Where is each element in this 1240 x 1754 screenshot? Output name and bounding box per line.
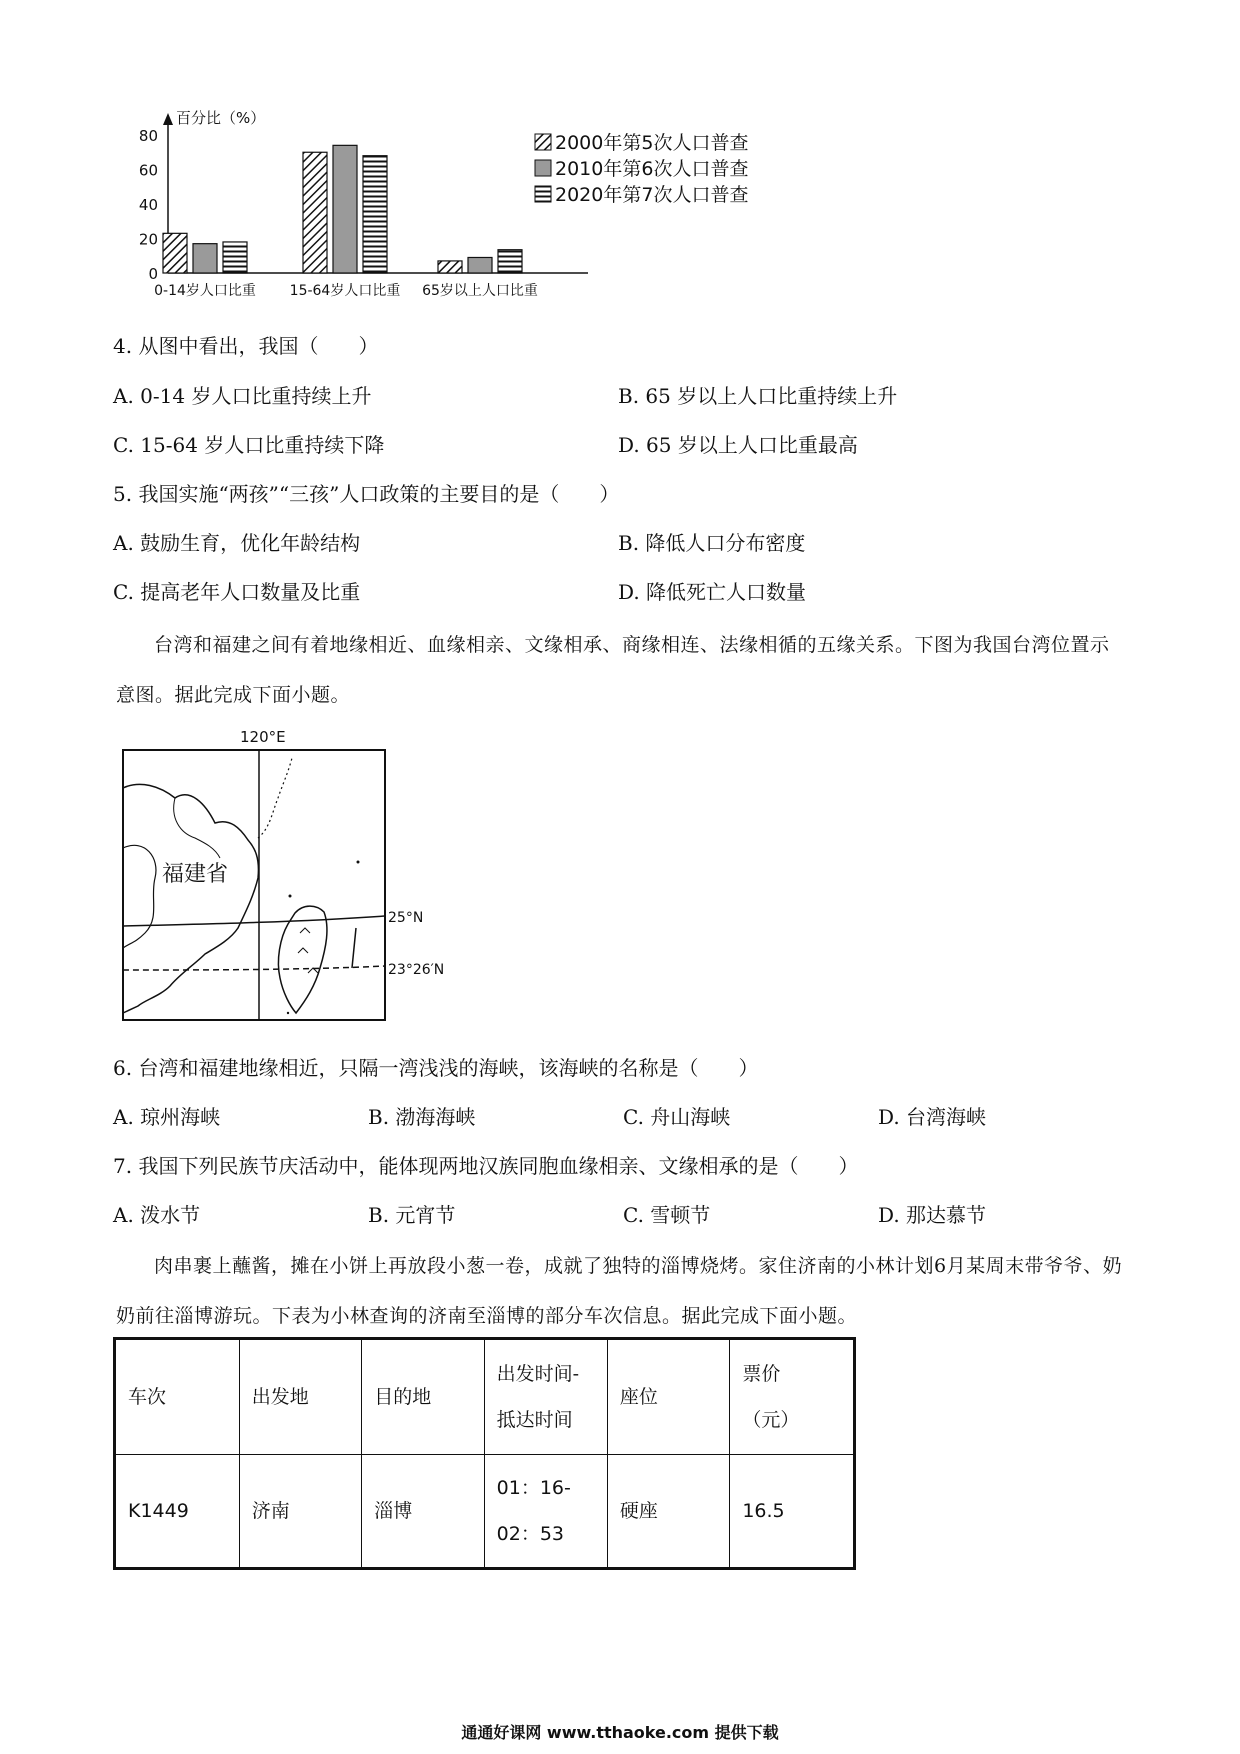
cell-departure: 济南 <box>239 1455 361 1569</box>
legend-label: 2010年第6次人口普查 <box>555 158 749 180</box>
cell-seat: 硬座 <box>607 1455 729 1569</box>
legend-label: 2000年第5次人口普查 <box>555 132 749 154</box>
question-6-stem: 6. 台湾和福建地缘相近，只隔一湾浅浅的海峡，该海峡的名称是（ ） <box>113 1056 759 1080</box>
question-5-option-a[interactable]: A. 鼓励生育，优化年龄结构 <box>113 531 361 555</box>
question-7-option-b[interactable]: B. 元宵节 <box>368 1203 456 1227</box>
bar-3-3 <box>498 250 522 273</box>
footer-source: 通通好课网 www.tthaoke.com 提供下载 <box>461 1723 779 1742</box>
question-6-option-c[interactable]: C. 舟山海峡 <box>623 1105 731 1129</box>
cell-time <box>484 1455 607 1569</box>
population-bar-chart <box>130 105 870 305</box>
question-4-option-c[interactable]: C. 15-64 岁人口比重持续下降 <box>113 433 385 457</box>
cell-time-depart: 01：16- <box>496 1477 571 1499</box>
x-category-label: 0-14岁人口比重 <box>154 283 256 299</box>
question-7-stem: 7. 我国下列民族节庆活动中，能体现两地汉族同胞血缘相亲、文缘相承的是（ ） <box>113 1154 859 1178</box>
header-time-line1: 出发时间- <box>496 1363 580 1385</box>
y-tick-label: 60 <box>138 161 158 180</box>
header-destination: 目的地 <box>362 1339 484 1455</box>
bar-3-2 <box>468 257 492 273</box>
bar-1-3 <box>223 242 247 273</box>
header-time-line2: 抵达时间 <box>496 1409 573 1431</box>
longitude-label: 120°E <box>240 728 286 746</box>
legend-label: 2020年第7次人口普查 <box>555 184 749 206</box>
question-7-option-c[interactable]: C. 雪顿节 <box>623 1203 711 1227</box>
taiwan-location-map <box>120 728 460 1028</box>
latitude-25-label: 25°N <box>388 910 424 926</box>
question-7-option-d[interactable]: D. 那达慕节 <box>878 1203 987 1227</box>
y-axis-label: 百分比（%） <box>176 109 266 127</box>
y-axis-arrow <box>163 113 173 125</box>
question-4-option-d[interactable]: D. 65 岁以上人口比重最高 <box>618 433 858 457</box>
question-4-option-a[interactable]: A. 0-14 岁人口比重持续上升 <box>113 384 372 408</box>
header-seat: 座位 <box>607 1339 729 1455</box>
bar-1-1 <box>163 233 187 273</box>
train-schedule-table <box>113 1337 856 1570</box>
header-price <box>730 1339 855 1455</box>
x-category-label: 15-64岁人口比重 <box>289 283 401 299</box>
bar-2-2 <box>333 145 357 273</box>
header-price-line2: （元） <box>742 1409 800 1431</box>
question-5-option-d[interactable]: D. 降低死亡人口数量 <box>618 580 807 604</box>
cell-train-no: K1449 <box>115 1455 240 1569</box>
question-6-option-b[interactable]: B. 渤海海峡 <box>368 1105 476 1129</box>
bar-2-1 <box>303 152 327 273</box>
question-4-stem: 4. 从图中看出，我国（ ） <box>113 334 379 358</box>
question-6-option-a[interactable]: A. 琼州海峡 <box>113 1105 221 1129</box>
y-tick-label: 20 <box>138 230 158 249</box>
header-train-no: 车次 <box>115 1339 240 1455</box>
y-tick-label: 40 <box>138 196 158 214</box>
x-category-label: 65岁以上人口比重 <box>422 283 538 299</box>
bar-1-2 <box>193 244 217 273</box>
y-tick-label: 80 <box>138 127 158 145</box>
cell-destination: 淄博 <box>362 1455 484 1569</box>
question-5-option-b[interactable]: B. 降低人口分布密度 <box>618 531 806 555</box>
table-header-row <box>115 1339 855 1455</box>
question-4-option-b[interactable]: B. 65 岁以上人口比重持续上升 <box>618 384 898 408</box>
header-departure: 出发地 <box>239 1339 361 1455</box>
header-time <box>484 1339 607 1455</box>
zibo-intro-paragraph: 肉串裹上蘸酱，摊在小饼上再放段小葱一卷，成就了独特的淄博烧烤。家住济南的小林计划6月某周末带爷爷、奶奶前往淄博游玩。下表为小林查询的济南至淄博的部分车次信息。据此完成下面小题。 <box>116 1255 1123 1327</box>
question-7-option-a[interactable]: A. 泼水节 <box>113 1203 201 1227</box>
taiwan-intro-paragraph: 台湾和福建之间有着地缘相近、血缘相亲、文缘相承、商缘相连、法缘相循的五缘关系。下图为我国台湾位置示意图。据此完成下面小题。 <box>116 634 1110 706</box>
bar-2-3 <box>363 156 387 273</box>
cell-time-arrive: 02：53 <box>496 1523 565 1545</box>
tropic-label: 23°26′N <box>388 962 445 978</box>
header-price-line1: 票价 <box>742 1363 781 1385</box>
question-5-stem: 5. 我国实施“两孩”“三孩”人口政策的主要目的是（ ） <box>113 482 620 506</box>
cell-price: 16.5 <box>730 1455 855 1569</box>
y-tick-label: 0 <box>148 265 158 283</box>
bar-3-1 <box>438 261 462 273</box>
fujian-province-label: 福建省 <box>162 862 229 887</box>
legend-swatch <box>535 134 551 150</box>
legend-swatch <box>535 186 551 202</box>
table-row <box>115 1455 855 1569</box>
legend-swatch <box>535 160 551 176</box>
question-5-option-c[interactable]: C. 提高老年人口数量及比重 <box>113 580 361 604</box>
question-6-option-d[interactable]: D. 台湾海峡 <box>878 1105 987 1129</box>
